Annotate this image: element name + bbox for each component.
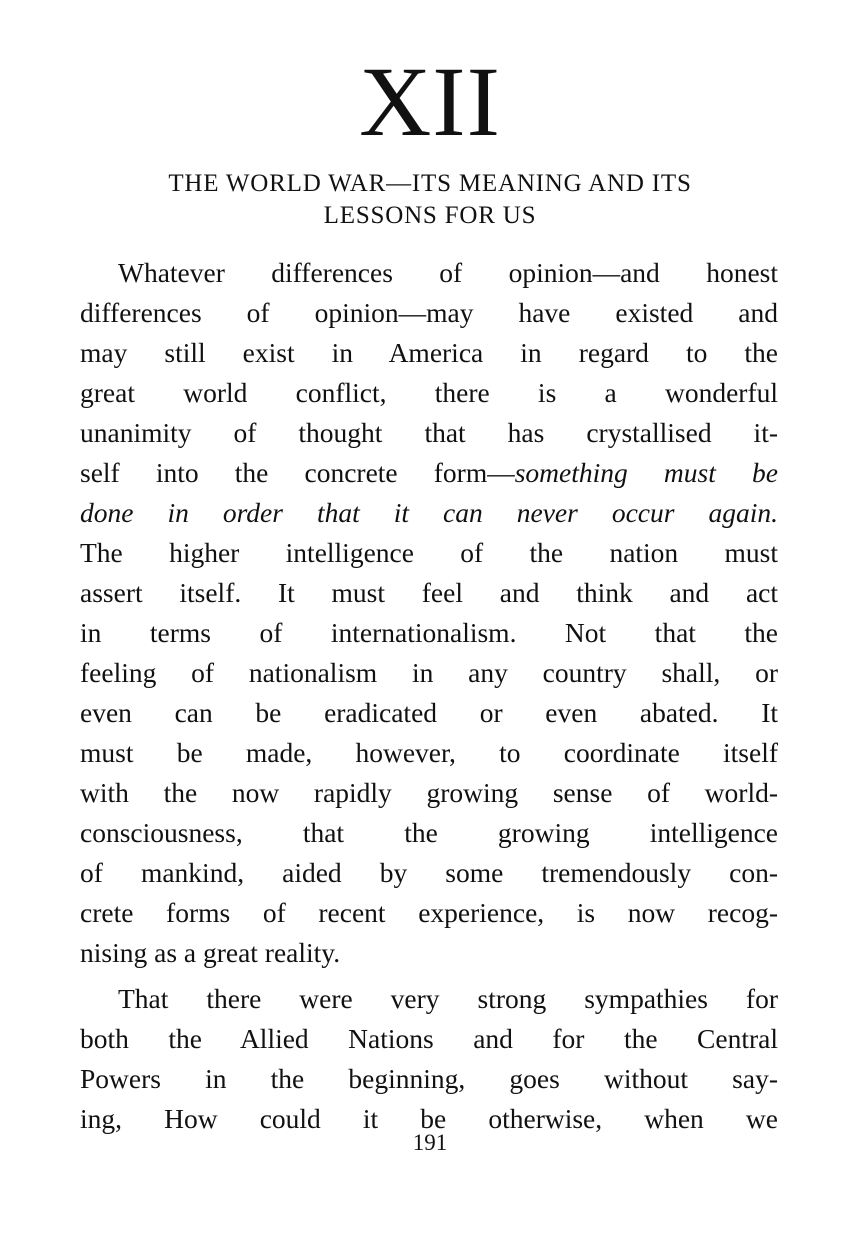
italic-segment: something must be [514,457,778,488]
text-line: may still exist in America in regard to the [80,337,778,368]
italic-line: done in order that it can never occur again. [80,497,778,528]
text-line: both the Allied Nations and for the Central [80,1023,778,1054]
text-line: in terms of internationalism. Not that the [80,617,778,648]
chapter-title [80,168,780,232]
text-line: feeling of nationalism in any country shall, or [80,657,778,688]
text-line: assert itself. It must feel and think and act [80,577,778,608]
text-line: Whatever differences of opinion—and honest [118,257,778,288]
text-line: That there were very strong sympathies for [118,983,778,1014]
chapter-title-line: THE WORLD WAR—ITS MEANING AND ITS [168,170,692,197]
text-line: The higher intelligence of the nation must [80,537,778,568]
text-line: Powers in the beginning, goes without say- [80,1063,778,1094]
body-text [80,253,778,1139]
text-line: differences of opinion—may have existed and [80,297,778,328]
text-segment: self into the concrete form— [80,457,515,488]
text-line: consciousness, that the growing intelligence [80,817,778,848]
text-line: great world conflict, there is a wonderful [80,377,778,408]
text-line: with the now rapidly growing sense of world- [80,777,778,808]
text-line [80,453,778,493]
text-line: unanimity of thought that has crystallised it- [80,417,778,448]
text-line: must be made, however, to coordinate itself [80,737,778,768]
page-number: 191 [412,1130,448,1155]
text-line: of mankind, aided by some tremendously con- [80,857,778,888]
chapter-title-line: LESSONS FOR US [323,202,537,229]
chapter-number: XII [359,46,501,157]
text-line: ing, How could it be otherwise, when we [80,1103,778,1134]
text-line: crete forms of recent experience, is now recog- [80,897,778,928]
text-line: even can be eradicated or even abated. It [80,697,778,728]
text-line: nising as a great reality. [80,937,341,968]
